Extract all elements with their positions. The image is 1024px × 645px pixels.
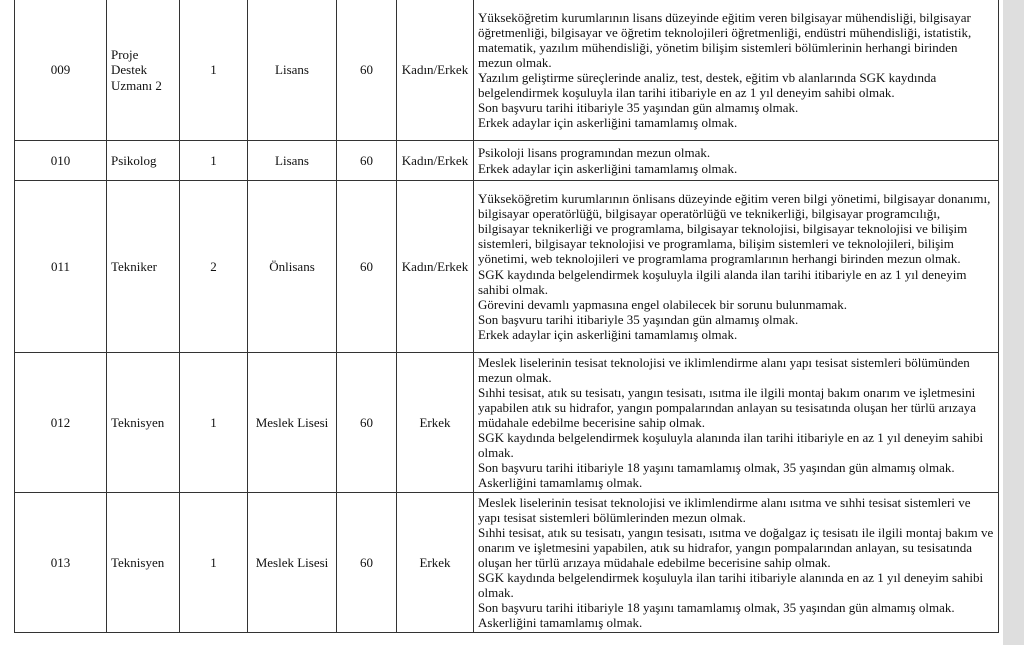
requirement-text: Yükseköğretim kurumlarının lisans düzeyinde eğitim veren bilgisayar mühendisliği, bilgisayar öğretmenliği, bilgisayar ve öğretim teknolojileri öğretmenliği, endüstri mühendisliği, istatistik, matematik, yazılım mühendisliği, yönetim bilişim sistemleri bölümlerinin herhangi birinden mezun olmak. xyxy=(478,9,972,70)
requirement-text: Erkek adaylar için askerliğini tamamlamış olmak. xyxy=(478,326,738,342)
requirement-text: Görevini devamlı yapmasına engel olabilecek bir sorunu bulunmamak. xyxy=(478,296,847,312)
requirement-text: Son başvuru tarihi itibariyle 35 yaşından gün almamış olmak. xyxy=(478,100,799,116)
position-code: 011 xyxy=(15,181,107,353)
position-code: 010 xyxy=(15,141,107,181)
requirement-text: Son başvuru tarihi itibariyle 35 yaşından gün almamış olmak. xyxy=(478,311,799,327)
requirement-text: Erkek adaylar için askerliğini tamamlamış olmak. xyxy=(478,160,738,176)
requirements-cell xyxy=(474,141,999,181)
min-score: 60 xyxy=(337,0,397,141)
requirements-cell xyxy=(474,181,999,353)
job-positions-table xyxy=(14,0,999,633)
education-level: Meslek Lisesi xyxy=(248,353,337,493)
requirement-text: Sıhhi tesisat, atık su tesisatı, yangın tesisatı, ısıtma ile ilgili montaj bakım onarım ve işletmesini yapabilen atık su hidrafor, yangın pompalarından anlayan su tesisatında oluşan her türlü arızaya müdahale edebilme becerisine sahip olmak. xyxy=(478,384,977,430)
table-row xyxy=(15,493,999,633)
requirement-text: Meslek liselerinin tesisat teknolojisi ve iklimlendirme alanı yapı tesisat sistemleri bölümünden mezun olmak. xyxy=(478,354,970,385)
table-row xyxy=(15,141,999,181)
table-row xyxy=(15,0,999,141)
education-level: Lisans xyxy=(248,0,337,141)
gender-requirement: Kadın/Erkek xyxy=(397,141,474,181)
position-code: 013 xyxy=(15,493,107,633)
requirement-text: SGK kaydında belgelendirmek koşuluyla alanında ilan tarihi itibariyle en az 1 yıl deneyim sahibi olmak. xyxy=(478,430,984,461)
requirements-cell xyxy=(474,353,999,493)
position-title: Proje Destek Uzmanı 2 xyxy=(107,0,180,141)
position-title: Tekniker xyxy=(107,181,180,353)
table-row xyxy=(15,181,999,353)
requirement-text: Yazılım geliştirme süreçlerinde analiz, test, destek, eğitim vb alanlarında SGK kaydında belgelendirmek koşuluyla ilan tarihi itibariyle en az 1 yıl deneyim sahibi olmak. xyxy=(478,70,937,101)
requirement-text: Erkek adaylar için askerliğini tamamlamış olmak. xyxy=(478,115,738,131)
education-level: Lisans xyxy=(248,141,337,181)
table-row xyxy=(15,353,999,493)
requirement-text: Son başvuru tarihi itibariyle 18 yaşını tamamlamış olmak, 35 yaşından gün almamış olmak. xyxy=(478,460,955,476)
position-count: 1 xyxy=(180,353,248,493)
position-count: 2 xyxy=(180,181,248,353)
gender-requirement: Kadın/Erkek xyxy=(397,0,474,141)
gender-requirement: Erkek xyxy=(397,353,474,493)
requirement-text: SGK kaydında belgelendirmek koşuluyla ilan tarihi itibariyle alanında en az 1 yıl deneyim sahibi olmak. xyxy=(478,570,984,601)
requirement-text: Askerliğini tamamlamış olmak. xyxy=(478,615,643,631)
requirement-text: Meslek liselerinin tesisat teknolojisi ve iklimlendirme alanı ısıtma ve sıhhi tesisat sistemleri ve yapı tesisat sistemleri bölümlerinden mezun olmak. xyxy=(478,494,971,525)
position-code: 012 xyxy=(15,353,107,493)
position-code: 009 xyxy=(15,0,107,141)
education-level: Önlisans xyxy=(248,181,337,353)
min-score: 60 xyxy=(337,353,397,493)
education-level: Meslek Lisesi xyxy=(248,493,337,633)
gender-requirement: Kadın/Erkek xyxy=(397,181,474,353)
position-count: 1 xyxy=(180,493,248,633)
position-count: 1 xyxy=(180,141,248,181)
requirement-text: Yükseköğretim kurumlarının önlisans düzeyinde eğitim veren bilgi yönetimi, bilgisayar donanımı, bilgisayar operatörlüğü, bilgisayar operatörlüğü ve teknikerliği, bilgisayar programcılığı, bilgisayar teknikerliği ve programlama, bilgisayar teknolojisi, bilgisayar teknolojisi ve bilişim sistemleri, bilgisayar teknolojisi ve programlama, bilişim sistemleri ve teknolojileri, bilişim yönetimi, web teknolojileri ve programlama programlarının herhangi birinden mezun olmak. xyxy=(478,191,991,267)
requirement-text: Askerliğini tamamlamış olmak. xyxy=(478,475,643,491)
requirement-text: Sıhhi tesisat, atık su tesisatı, yangın tesisatı, ısıtma ve doğalgaz iç tesisatı ile ilgili montaj bakım ve onarım ve işletmesini yapabilen, atık su hidrafor, yangın pompalarından anlayan, su tesisatında oluşan her türlü arızaya müdahale edebilme becerisine sahip olmak. xyxy=(478,524,994,570)
min-score: 60 xyxy=(337,181,397,353)
position-title: Teknisyen xyxy=(107,493,180,633)
position-count: 1 xyxy=(180,0,248,141)
requirements-cell xyxy=(474,493,999,633)
viewer-background-strip xyxy=(1003,0,1024,645)
position-title: Teknisyen xyxy=(107,353,180,493)
requirement-text: SGK kaydında belgelendirmek koşuluyla ilgili alanda ilan tarihi itibariyle en az 1 yıl deneyim sahibi olmak. xyxy=(478,266,967,297)
requirement-text: Son başvuru tarihi itibariyle 18 yaşını tamamlamış olmak, 35 yaşından gün almamış olmak. xyxy=(478,600,955,616)
min-score: 60 xyxy=(337,141,397,181)
requirements-cell xyxy=(474,0,999,141)
gender-requirement: Erkek xyxy=(397,493,474,633)
min-score: 60 xyxy=(337,493,397,633)
position-title: Psikolog xyxy=(107,141,180,181)
requirement-text: Psikoloji lisans programından mezun olmak. xyxy=(478,145,711,161)
